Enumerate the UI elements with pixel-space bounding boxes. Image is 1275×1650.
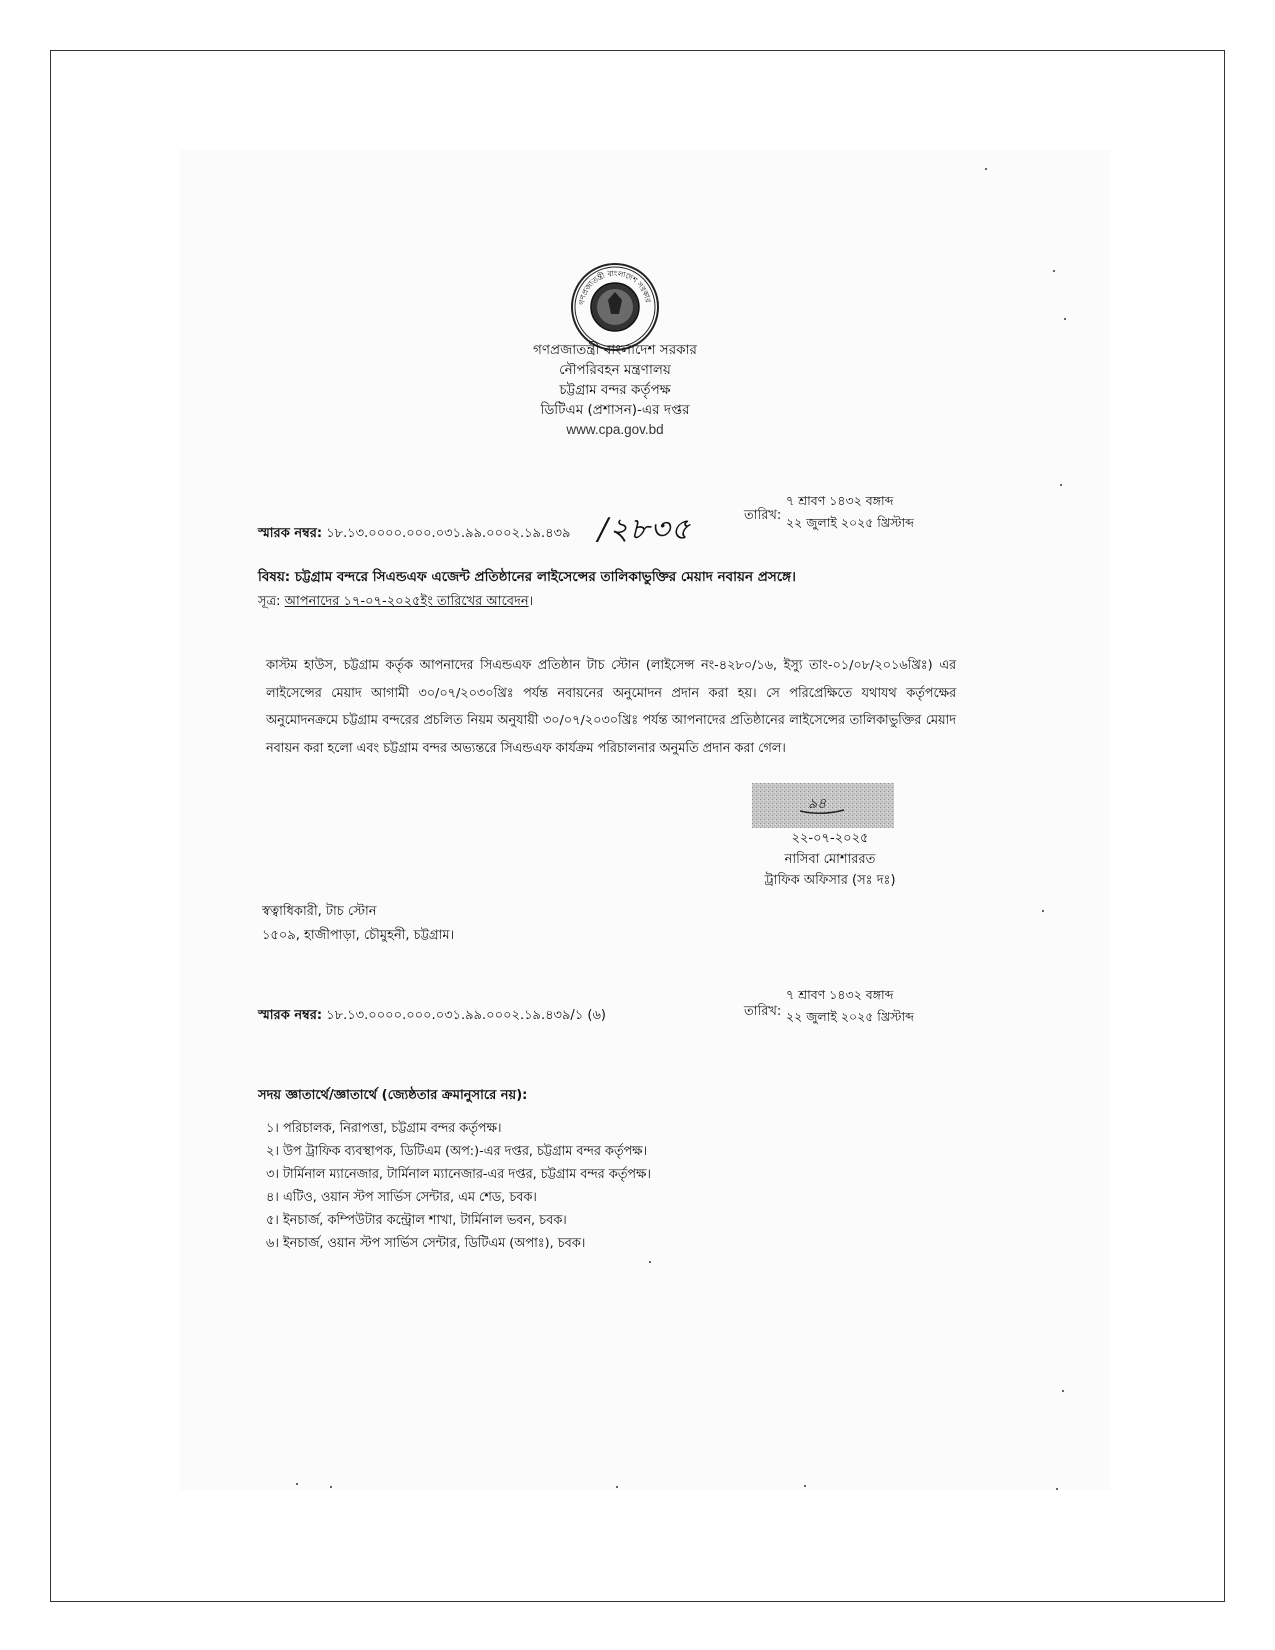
cc-item: ১। পরিচালক, নিরাপত্তা, চট্টগ্রাম বন্দর কর্তৃপক্ষ। xyxy=(266,1121,502,1136)
scan-speck xyxy=(1053,270,1055,272)
cc-item: ৬। ইনচার্জ, ওয়ান স্টপ সার্ভিস সেন্টার, ডিটিএম (অপাঃ), চবক। xyxy=(266,1236,586,1251)
scan-speck xyxy=(296,1483,298,1485)
reference-suffix: । xyxy=(528,594,534,609)
scan-speck xyxy=(616,1486,618,1488)
date-bangla: ৭ শ্রাবণ ১৪৩২ বঙ্গাব্দ xyxy=(786,493,894,508)
subject-line xyxy=(258,566,796,589)
reference-line xyxy=(258,592,533,613)
scan-speck xyxy=(1064,318,1066,320)
date-block-2 xyxy=(786,984,914,1028)
letterhead xyxy=(460,340,770,440)
ministry-name: নৌপরিবহন মন্ত্রণালয় xyxy=(559,362,671,378)
memo-number-label-2: স্মারক নম্বর: xyxy=(258,1008,323,1023)
government-name: গণপ্রজাতন্ত্রী বাংলাদেশ সরকার xyxy=(533,342,697,358)
scan-speck xyxy=(1062,1390,1064,1392)
signature-scribble: ৯৪ xyxy=(808,796,827,812)
cc-list xyxy=(266,1117,651,1255)
date-label-2: তারিখ: xyxy=(744,1004,782,1019)
cc-item: ৪। এটিও, ওয়ান স্টপ সার্ভিস সেন্টার, এম শেড, চবক। xyxy=(266,1190,537,1205)
date-label: তারিখ: xyxy=(744,508,782,523)
signature-image xyxy=(752,783,894,828)
cc-item: ৫। ইনচার্জ, কম্পিউটার কন্ট্রোল শাখা, টার্মিনাল ভবন, চবক। xyxy=(266,1213,567,1228)
recipient-line-1: স্বত্বাধিকারী, টাচ স্টোন xyxy=(262,904,377,919)
scan-speck xyxy=(804,1485,806,1487)
date-english-2: ২২ জুলাই ২০২৫ খ্রিস্টাব্দ xyxy=(786,1009,914,1024)
government-seal-icon xyxy=(570,262,660,352)
signatory-designation: ট্রাফিক অফিসার (সঃ দঃ) xyxy=(764,873,896,888)
memo-number-label: স্মারক নম্বর: xyxy=(258,526,323,541)
office-name: ডিটিএম (প্রশাসন)-এর দপ্তর xyxy=(540,402,690,418)
signatory-block xyxy=(700,828,960,891)
seal-text: গণপ্রজাতন্ত্রী বাংলাদেশ সরকার xyxy=(577,268,653,306)
memo-number-2: ১৮.১৩.০০০০.০০০.০৩১.৯৯.০০০২.১৯.৪৩৯/১ (৬) xyxy=(326,1008,606,1023)
memo-number-line-2 xyxy=(258,1006,606,1027)
signatory-name: নাসিবা মোশাররত xyxy=(784,852,876,867)
subject-label: বিষয়: xyxy=(258,569,291,585)
reference-text: আপনাদের ১৭-০৭-২০২৫ইং তারিখের আবেদন xyxy=(284,594,529,609)
date-bangla-2: ৭ শ্রাবণ ১৪৩২ বঙ্গাব্দ xyxy=(786,987,894,1002)
signature-date: ২২-০৭-২০২৫ xyxy=(791,831,869,846)
cc-item: ৩। টার্মিনাল ম্যানেজার, টার্মিনাল ম্যানেজার-এর দপ্তর, চট্টগ্রাম বন্দর কর্তৃপক্ষ। xyxy=(266,1167,651,1182)
scan-speck xyxy=(330,1486,332,1488)
date-english: ২২ জুলাই ২০২৫ খ্রিস্টাব্দ xyxy=(786,515,914,530)
authority-name: চট্টগ্রাম বন্দর কর্তৃপক্ষ xyxy=(559,382,671,398)
scan-speck xyxy=(649,1261,651,1263)
date-block xyxy=(786,490,914,534)
body-paragraph: কাস্টম হাউস, চট্টগ্রাম কর্তৃক আপনাদের সিএন্ডএফ প্রতিষ্ঠান টাচ স্টোন (লাইসেন্স নং-৪২৮০/১৬, ইস্যু তাং-০১/০৮/২০১৬খ্রিঃ) এর লাইসেন্সের মেয়াদ আগামী ৩০/০৭/২০৩০খ্রিঃ পর্যন্ত নবায়নের অনুমোদন প্রদান করা হয়। সে পরিপ্রেক্ষিতে যথাযথ কর্তৃপক্ষের অনুমোদনক্রমে চট্টগ্রাম বন্দরের প্রচলিত নিয়ম অনুযায়ী ৩০/০৭/২০৩০খ্রিঃ পর্যন্ত আপনাদের প্রতিষ্ঠানের লাইসেন্সের তালিকাভুক্তির মেয়াদ নবায়ন করা হলো এবং চট্টগ্রাম বন্দর অভ্যন্তরে সিএন্ডএফ কার্যক্রম পরিচালনার অনুমতি প্রদান করা গেল। xyxy=(266,658,956,756)
recipient-address xyxy=(262,900,454,948)
scan-speck xyxy=(985,168,987,170)
cc-item: ২। উপ ট্রাফিক ব্যবস্থাপক, ডিটিএম (অপ:)-এর দপ্তর, চট্টগ্রাম বন্দর কর্তৃপক্ষ। xyxy=(266,1144,648,1159)
letter-body xyxy=(266,652,956,762)
reference-label: সূত্র: xyxy=(258,594,281,609)
memo-number: ১৮.১৩.০০০০.০০০.০৩১.৯৯.০০০২.১৯.৪৩৯ xyxy=(326,526,571,541)
scan-speck xyxy=(1060,484,1062,486)
memo-number-line xyxy=(258,524,570,545)
cc-heading: সদয় জ্ঞাতার্থে/জ্ঞাতার্থে (জ্যেষ্ঠতার ক্রমানুসারে নয়): xyxy=(258,1088,528,1103)
scan-speck xyxy=(1042,910,1044,912)
recipient-line-2: ১৫০৯, হাজীপাড়া, চৌমুহনী, চট্টগ্রাম। xyxy=(262,928,455,943)
scan-speck xyxy=(1056,1488,1058,1490)
website-link[interactable]: www.cpa.gov.bd xyxy=(566,422,664,437)
handwritten-serial: /২৮৩৫ xyxy=(598,512,692,547)
subject-text: চট্টগ্রাম বন্দরে সিএন্ডএফ এজেন্ট প্রতিষ্ঠানের লাইসেন্সের তালিকাভুক্তির মেয়াদ নবায়ন প্রসঙ্গে। xyxy=(294,569,796,585)
